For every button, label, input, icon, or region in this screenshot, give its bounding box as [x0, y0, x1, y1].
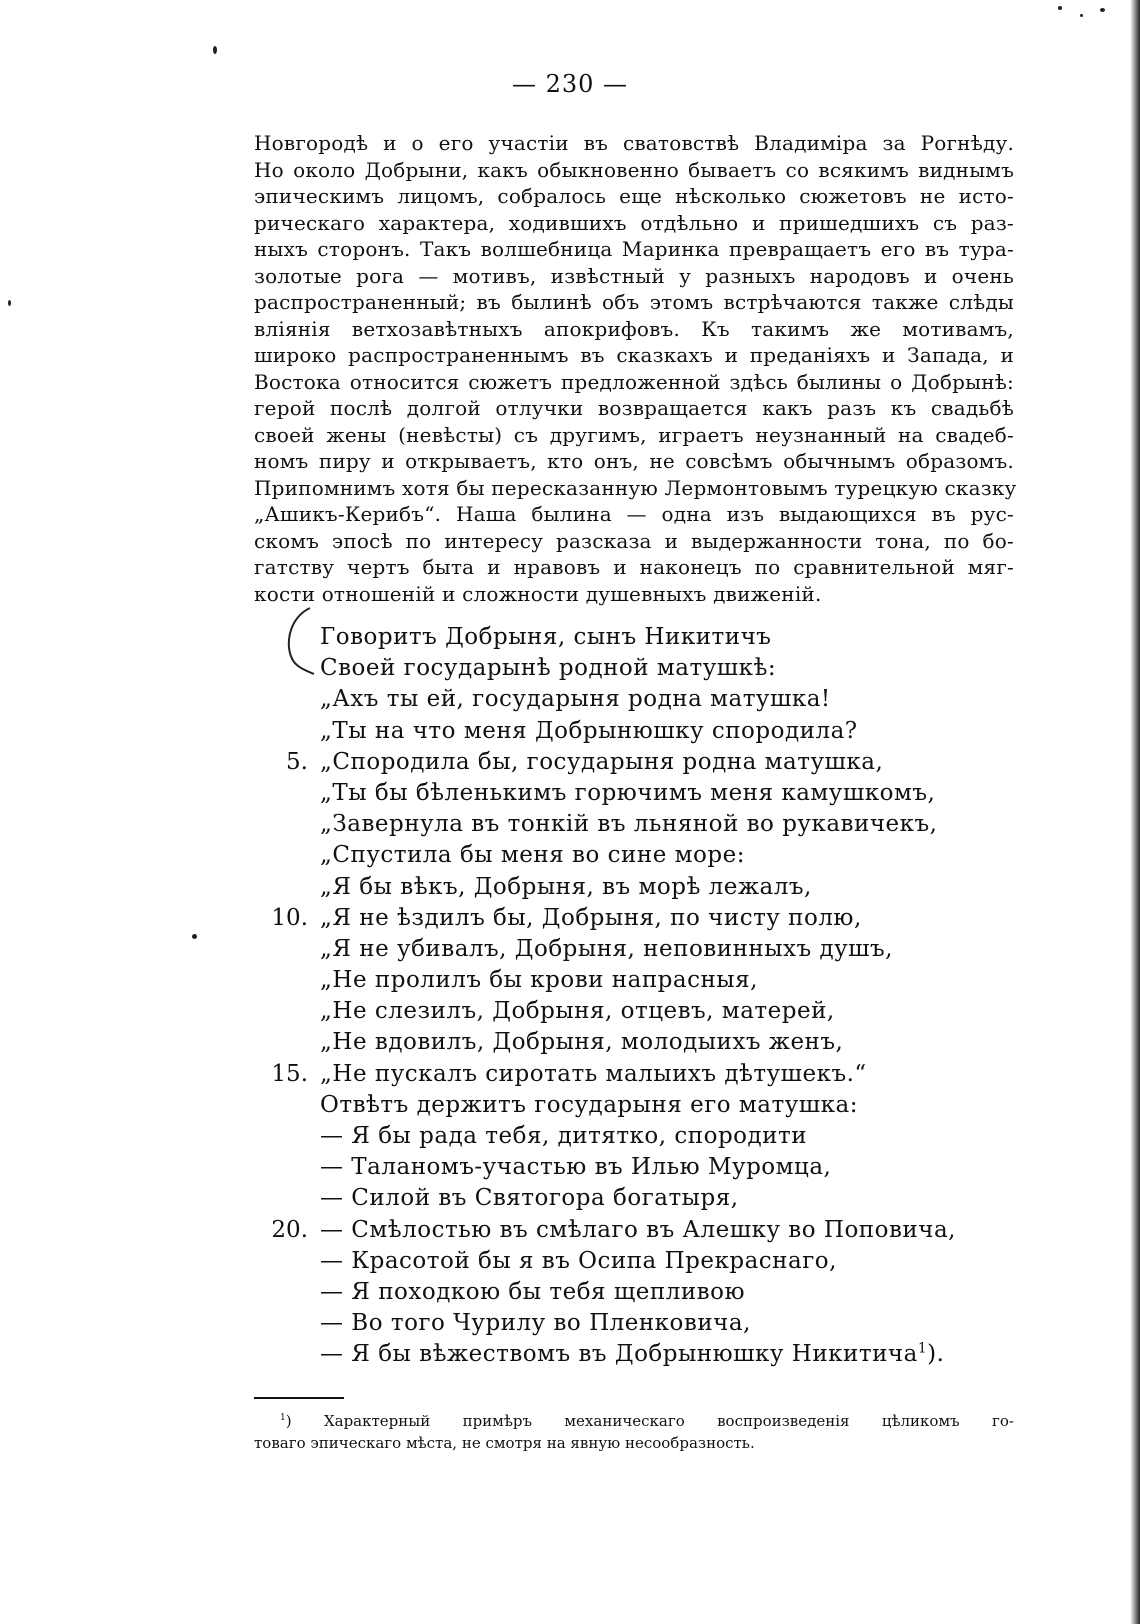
verse-line [254, 1339, 1014, 1370]
verse-text-body: „Не пускалъ сиротать малыихъ дѣтушекъ.“ [320, 1060, 867, 1087]
verse-line [254, 684, 1014, 715]
footnote-line [254, 1410, 1014, 1432]
prose-line: ныхъ сторонъ. Такъ волшебница Маринка превращаетъ его въ тура- [254, 237, 1014, 261]
print-speck [1100, 8, 1105, 12]
verse-line [254, 1246, 1014, 1277]
bylina-verses [254, 622, 1014, 1371]
page-edge-shadow [1130, 0, 1140, 1624]
verse-line [254, 778, 1014, 809]
verse-text-body: — Я бы вѣжествомъ въ Добрынюшку Никитича [320, 1341, 918, 1368]
verse-text [320, 1152, 831, 1183]
verse-tail: ). [927, 1341, 945, 1368]
print-speck [192, 934, 197, 939]
verse-text-body: „Я бы вѣкъ, Добрыня, въ морѣ лежалъ, [320, 873, 812, 900]
prose-line: золотые рога — мотивъ, извѣстный у разныхъ народовъ и очень [254, 263, 1014, 288]
verse-text [320, 1090, 858, 1121]
verse-text-body: Говоритъ Добрыня, сынъ Никитичъ [320, 624, 772, 650]
print-speck [8, 300, 11, 306]
prose-line: эпическимъ лицомъ, собралось еще нѣсколько сюжетовъ не исто- [254, 184, 1014, 208]
verse-text [320, 1183, 739, 1214]
prose-line: вліянія ветхозавѣтныхъ апокрифовъ. Къ такимъ же мотивамъ, [254, 316, 1014, 341]
page-number: — 230 — [511, 70, 629, 98]
verse-text [320, 809, 937, 840]
verse-text-body: Своей государынѣ родной матушкѣ: [320, 655, 777, 682]
verse-line [254, 747, 1014, 778]
verse-text [320, 934, 893, 965]
verse-line [254, 1121, 1014, 1152]
verse-line [254, 1277, 1014, 1308]
verse-text-body: — Силой въ Святогора богатыря, [320, 1185, 739, 1212]
verse-text [320, 996, 835, 1027]
footnote-divider [254, 1397, 344, 1399]
verse-text [320, 716, 858, 747]
verse-text [320, 778, 935, 809]
verse-text-body: „Спустила бы меня во сине море: [320, 842, 745, 869]
intro-paragraph [254, 130, 1017, 607]
prose-line: герой послѣ долгой отлучки возвращается какъ разъ къ свадьбѣ [254, 396, 1014, 420]
prose-line: гатству чертъ быта и нравовъ и наконецъ по сравнительной мяг- [254, 555, 1014, 579]
prose-line: рическаго характера, ходившихъ отдѣльно и пришедшихъ съ раз- [254, 210, 1014, 235]
footnote-line [254, 1432, 1014, 1454]
verse-text [320, 747, 883, 778]
verse-line [254, 934, 1014, 965]
verse-number: 20. [271, 1216, 308, 1243]
footnote-marker: 1 [280, 1413, 286, 1423]
verse-text-body: „Завернула въ тонкій въ льняной во рукавичекъ, [320, 811, 938, 838]
prose-line: Припомнимъ хотя бы пересказанную Лермонтовымъ турецкую сказку [254, 475, 1017, 500]
verse-text [320, 1059, 867, 1090]
footnote-text: ) Характерный примѣръ механическаго воспроизведенія цѣликомъ го- [285, 1412, 1014, 1430]
footnote-reference: 1 [917, 1340, 928, 1357]
verse-line [254, 965, 1014, 996]
verse-text [320, 1308, 751, 1339]
prose-line: Востока относится сюжетъ предложенной здѣсь былины о Добрынѣ: [254, 369, 1014, 394]
verse-line [254, 1152, 1014, 1183]
verse-text [320, 1215, 956, 1246]
verse-text-body: „Я не ѣздилъ бы, Добрыня, по чисту полю, [320, 904, 862, 931]
prose-line: своей жены (невѣсты) съ другимъ, играетъ неузнанный на свадеб- [254, 422, 1014, 447]
verse-text-body: — Я бы рада тебя, дитятко, спородити [320, 1123, 808, 1149]
verse-text-body: „Не пролилъ бы крови напрасныя, [320, 967, 758, 994]
verse-text-body: „Я не убивалъ, Добрыня, неповинныхъ душъ, [320, 935, 893, 962]
verse-line [254, 1090, 1014, 1121]
prose-line: Но около Добрыни, какъ обыкновенно бываетъ со всякимъ виднымъ [254, 157, 1014, 182]
verse-line [254, 872, 1014, 903]
verse-line [254, 716, 1014, 747]
verse-text [320, 965, 758, 996]
verse-text-body: — Красотой бы я въ Осипа Прекраснаго, [320, 1247, 837, 1274]
verse-text [320, 1339, 944, 1370]
verse-text-body: — Таланомъ-участью въ Илью Муромца, [320, 1154, 832, 1181]
verse-line [254, 622, 1014, 653]
prose-line: широко распространеннымъ въ сказкахъ и преданіяхъ и Запада, и [254, 343, 1014, 367]
verse-number: 5. [286, 748, 308, 775]
prose-line: номъ пиру и открываетъ, кто онъ, не совсѣмъ обычнымъ образомъ. [254, 449, 1014, 473]
verse-text-body: „Не слезилъ, Добрыня, отцевъ, матерей, [320, 998, 835, 1025]
verse-text-body: „Ахъ ты ей, государыня родна матушка! [320, 686, 831, 713]
prose-line: „Ашикъ-Керибъ“. Наша былина — одна изъ выдающихся въ рус- [254, 502, 1014, 526]
verse-text-body: — Я походкою бы тебя щепливою [320, 1278, 745, 1305]
verse-line [254, 1059, 1014, 1090]
verse-text-body: „Ты на что меня Добрынюшку спородила? [320, 717, 858, 744]
verse-text [320, 622, 771, 653]
print-speck [1080, 14, 1083, 17]
print-speck [213, 46, 217, 54]
verse-line [254, 903, 1014, 934]
verse-text [320, 1121, 807, 1152]
verse-text-body: Отвѣтъ держитъ государыня его матушка: [320, 1091, 858, 1118]
verse-text [320, 653, 776, 684]
verse-text [320, 872, 812, 903]
prose-line: кости отношеній и сложности душевныхъ движеній. [254, 581, 822, 606]
print-speck [1058, 6, 1062, 10]
verse-number: 10. [271, 904, 308, 931]
verse-line [254, 809, 1014, 840]
verse-line [254, 1027, 1014, 1058]
verse-line [254, 840, 1014, 871]
footnote [254, 1410, 1014, 1454]
verse-text-body: — Смѣлостью въ смѣлаго въ Алешку во Поповича, [320, 1216, 956, 1243]
verse-line [254, 1308, 1014, 1339]
verse-text [320, 1027, 843, 1058]
verse-line [254, 1215, 1014, 1246]
verse-number: 15. [271, 1060, 308, 1087]
verse-text [320, 903, 862, 934]
footnote-text: товаго эпическаго мѣста, не смотря на явную несообразность. [254, 1434, 755, 1452]
verse-line [254, 1183, 1014, 1214]
verse-text [320, 684, 831, 715]
verse-line [254, 653, 1014, 684]
verse-text-body: — Во того Чурилу во Пленковича, [320, 1310, 751, 1337]
prose-line: распространенный; въ былинѣ объ этомъ встрѣчаются также слѣды [254, 290, 1014, 314]
verse-text [320, 840, 745, 871]
verse-line [254, 996, 1014, 1027]
verse-text [320, 1277, 745, 1308]
prose-line: Новгородѣ и о его участіи въ сватовствѣ Владиміра за Рогнѣду. [254, 131, 1014, 155]
verse-text-body: „Спородила бы, государыня родна матушка, [320, 748, 884, 775]
verse-text [320, 1246, 837, 1277]
verse-text-body: „Не вдовилъ, Добрыня, молодыихъ женъ, [320, 1029, 844, 1056]
verse-text-body: „Ты бы бѣленькимъ горючимъ меня камушкомъ, [320, 779, 936, 806]
prose-line: скомъ эпосѣ по интересу разсказа и выдержанности тона, по бо- [254, 528, 1014, 553]
